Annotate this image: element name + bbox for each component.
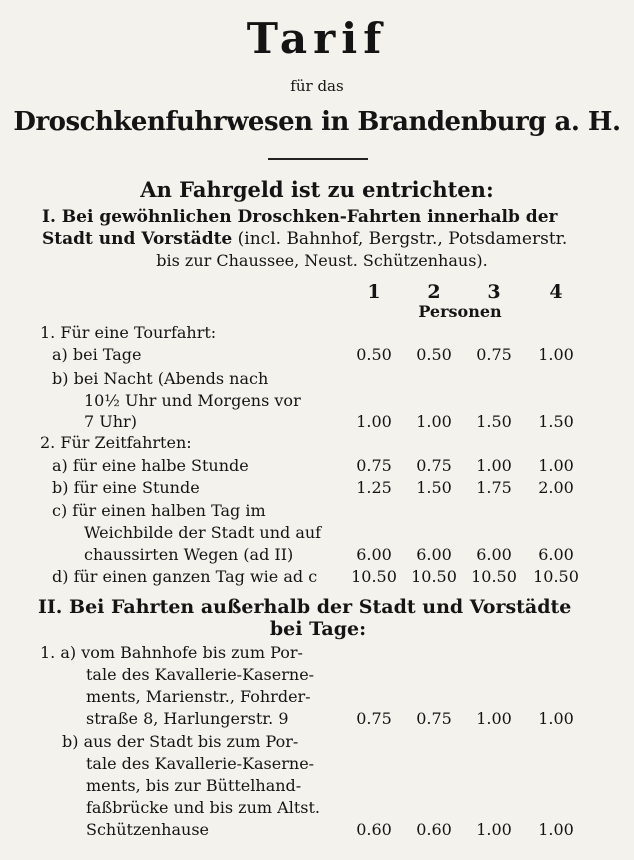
table-row	[0, 797, 634, 819]
row-label: tale des Kavallerie-Kaserne-	[86, 754, 315, 773]
table-row	[0, 500, 634, 522]
price-cell: 1.00	[476, 456, 512, 475]
row-label: b) aus der Stadt bis zum Por-	[62, 732, 299, 751]
row-label: d) für einen ganzen Tag wie ad c	[52, 567, 318, 586]
price-cell: 1.00	[356, 412, 392, 431]
table-row	[0, 411, 634, 433]
row-label: 1. Für eine Tourfahrt:	[40, 323, 217, 342]
table-row	[0, 664, 634, 686]
price-cell: 0.60	[356, 820, 392, 839]
column-header-3: 3	[487, 281, 501, 303]
section-1-heading	[42, 206, 602, 272]
columns-label: Personen	[418, 302, 502, 321]
price-cell: 1.00	[476, 709, 512, 728]
price-cell: 1.00	[538, 709, 574, 728]
price-cell: 1.25	[356, 478, 392, 497]
price-cell: 1.00	[476, 820, 512, 839]
row-label: faßbrücke und bis zum Altst.	[86, 798, 320, 817]
section-1-line-2-bold: Stadt und Vorstädte	[42, 229, 233, 249]
section-1-line-2	[42, 228, 602, 250]
table-row	[0, 322, 634, 344]
table-row	[0, 432, 634, 454]
row-label: c) für einen halben Tag im	[52, 501, 266, 520]
document-headline: Droschkenfuhrwesen in Brandenburg a. H.	[13, 107, 621, 137]
table-row	[0, 753, 634, 775]
price-cell: 0.75	[416, 456, 452, 475]
row-label: a) für eine halbe Stunde	[52, 456, 249, 475]
price-cell: 0.75	[416, 709, 452, 728]
price-cell: 1.50	[476, 412, 512, 431]
table-row	[0, 477, 634, 499]
column-header-2: 2	[427, 281, 441, 303]
price-cell: 0.50	[416, 345, 452, 364]
row-label: 1. a) vom Bahnhofe bis zum Por-	[40, 643, 303, 662]
table-row	[0, 642, 634, 664]
table-row	[0, 819, 634, 841]
section-2-line-2: bei Tage:	[269, 618, 367, 640]
price-cell: 10.50	[533, 567, 579, 586]
price-cell: 6.00	[356, 545, 392, 564]
table-row	[0, 522, 634, 544]
price-cell: 0.75	[356, 709, 392, 728]
price-cell: 10.50	[471, 567, 517, 586]
document-subtitle: für das	[290, 77, 344, 95]
table-row	[0, 708, 634, 730]
document-title: Tarif	[246, 14, 388, 63]
price-cell: 1.00	[538, 456, 574, 475]
section-1-line-2-rest: (incl. Bahnhof, Bergstr., Potsdamerstr.	[232, 229, 568, 249]
row-label: Weichbilde der Stadt und auf	[84, 523, 322, 542]
price-cell: 6.00	[538, 545, 574, 564]
price-cell: 0.75	[356, 456, 392, 475]
row-label: ments, Marienstr., Fohrder-	[86, 687, 311, 706]
price-cell: 1.50	[538, 412, 574, 431]
row-label: b) bei Nacht (Abends nach	[52, 369, 269, 388]
section-2-line-1: II. Bei Fahrten außerhalb der Stadt und Vorstädte	[38, 596, 572, 618]
section-1-line-1: I. Bei gewöhnlichen Droschken-Fahrten innerhalb der	[42, 207, 558, 227]
row-label: 10½ Uhr und Morgens vor	[84, 391, 301, 410]
table-row	[0, 731, 634, 753]
table-row	[0, 390, 634, 412]
row-label: 2. Für Zeitfahrten:	[40, 433, 192, 452]
price-cell: 0.60	[416, 820, 452, 839]
price-cell: 1.50	[416, 478, 452, 497]
row-label: ments, bis zur Büttelhand-	[86, 776, 302, 795]
price-cell: 0.75	[476, 345, 512, 364]
section-1-line-3: bis zur Chaussee, Neust. Schützenhaus).	[156, 251, 488, 270]
price-cell: 6.00	[476, 545, 512, 564]
price-cell: 10.50	[411, 567, 457, 586]
price-cell: 10.50	[351, 567, 397, 586]
row-label: Schützenhause	[86, 820, 209, 839]
price-cell: 1.00	[538, 820, 574, 839]
table-row	[0, 344, 634, 366]
column-header-1: 1	[367, 281, 381, 303]
table-row	[0, 455, 634, 477]
price-cell: 6.00	[416, 545, 452, 564]
table-row	[0, 544, 634, 566]
row-label: straße 8, Harlungerstr. 9	[86, 709, 289, 728]
column-header-4: 4	[549, 281, 563, 303]
table-row	[0, 686, 634, 708]
row-label: chaussirten Wegen (ad II)	[84, 545, 294, 564]
row-label: a) bei Tage	[52, 345, 142, 364]
price-cell: 1.75	[476, 478, 512, 497]
divider-rule	[268, 158, 368, 160]
fare-heading: An Fahrgeld ist zu entrichten:	[140, 177, 494, 202]
row-label: tale des Kavallerie-Kaserne-	[86, 665, 315, 684]
table-row	[0, 566, 634, 588]
price-cell: 1.00	[416, 412, 452, 431]
row-label: b) für eine Stunde	[52, 478, 200, 497]
table-row	[0, 368, 634, 390]
table-row	[0, 775, 634, 797]
price-cell: 2.00	[538, 478, 574, 497]
price-cell: 0.50	[356, 345, 392, 364]
row-label: 7 Uhr)	[84, 412, 137, 431]
price-cell: 1.00	[538, 345, 574, 364]
section-2-heading	[38, 596, 598, 640]
